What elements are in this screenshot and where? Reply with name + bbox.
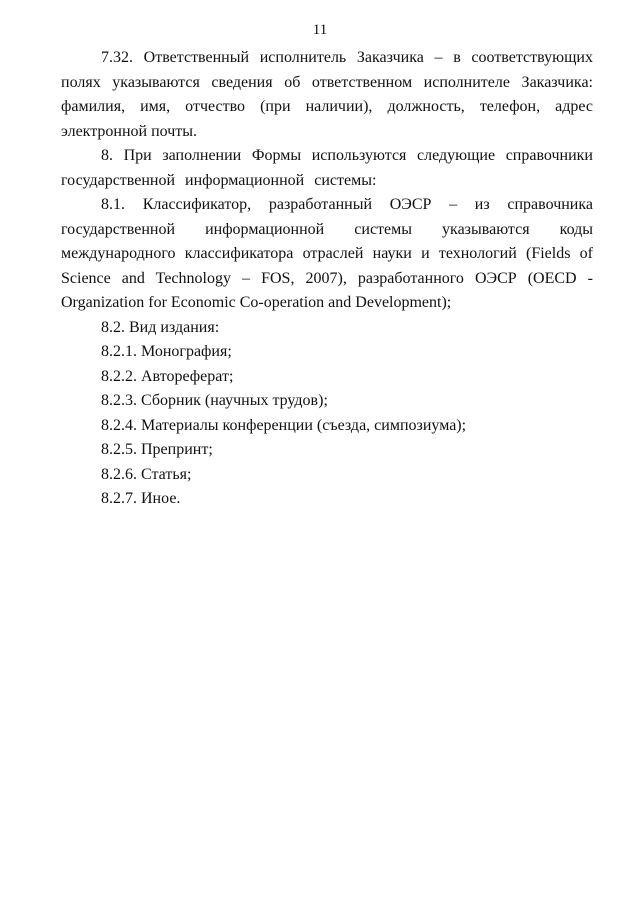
paragraph-7-32: 7.32. Ответственный исполнитель Заказчика – в соответствующих полях указываются сведения об ответственном исполнителе Заказчика: фамилия, имя, отчество (при наличии), должность, телефон, адрес электронной почты. bbox=[61, 49, 593, 140]
list-item: 8.2.7. Иное. bbox=[101, 490, 181, 507]
page-number: 11 bbox=[312, 22, 328, 38]
list-item: 8.2.2. Автореферат; bbox=[101, 367, 234, 385]
list-item: 8.2.5. Препринт; bbox=[101, 441, 213, 458]
list-item: 8.2.4. Материалы конференции (съезда, симпозиума); bbox=[101, 416, 467, 434]
list-heading-8-2: 8.2. Вид издания: bbox=[101, 318, 220, 336]
list-item: 8.2.1. Монография; bbox=[101, 343, 232, 360]
document-body bbox=[61, 46, 593, 512]
list-item: 8.2.3. Сборник (научных трудов); bbox=[101, 392, 328, 409]
list-item: 8.2.6. Статья; bbox=[101, 465, 192, 483]
paragraph-8: 8. При заполнении Формы используются следующие справочники государственной информационной системы: bbox=[61, 147, 593, 189]
paragraph-8-1: 8.1. Классификатор, разработанный ОЭСР – из справочника государственной информационной системы указываются коды международного классификатора отраслей науки и технологий (Fields of Science and Technology – FOS, 2007), разработанного ОЭСР (OECD - Organization for Economic Co-operation and Development); bbox=[61, 196, 593, 311]
